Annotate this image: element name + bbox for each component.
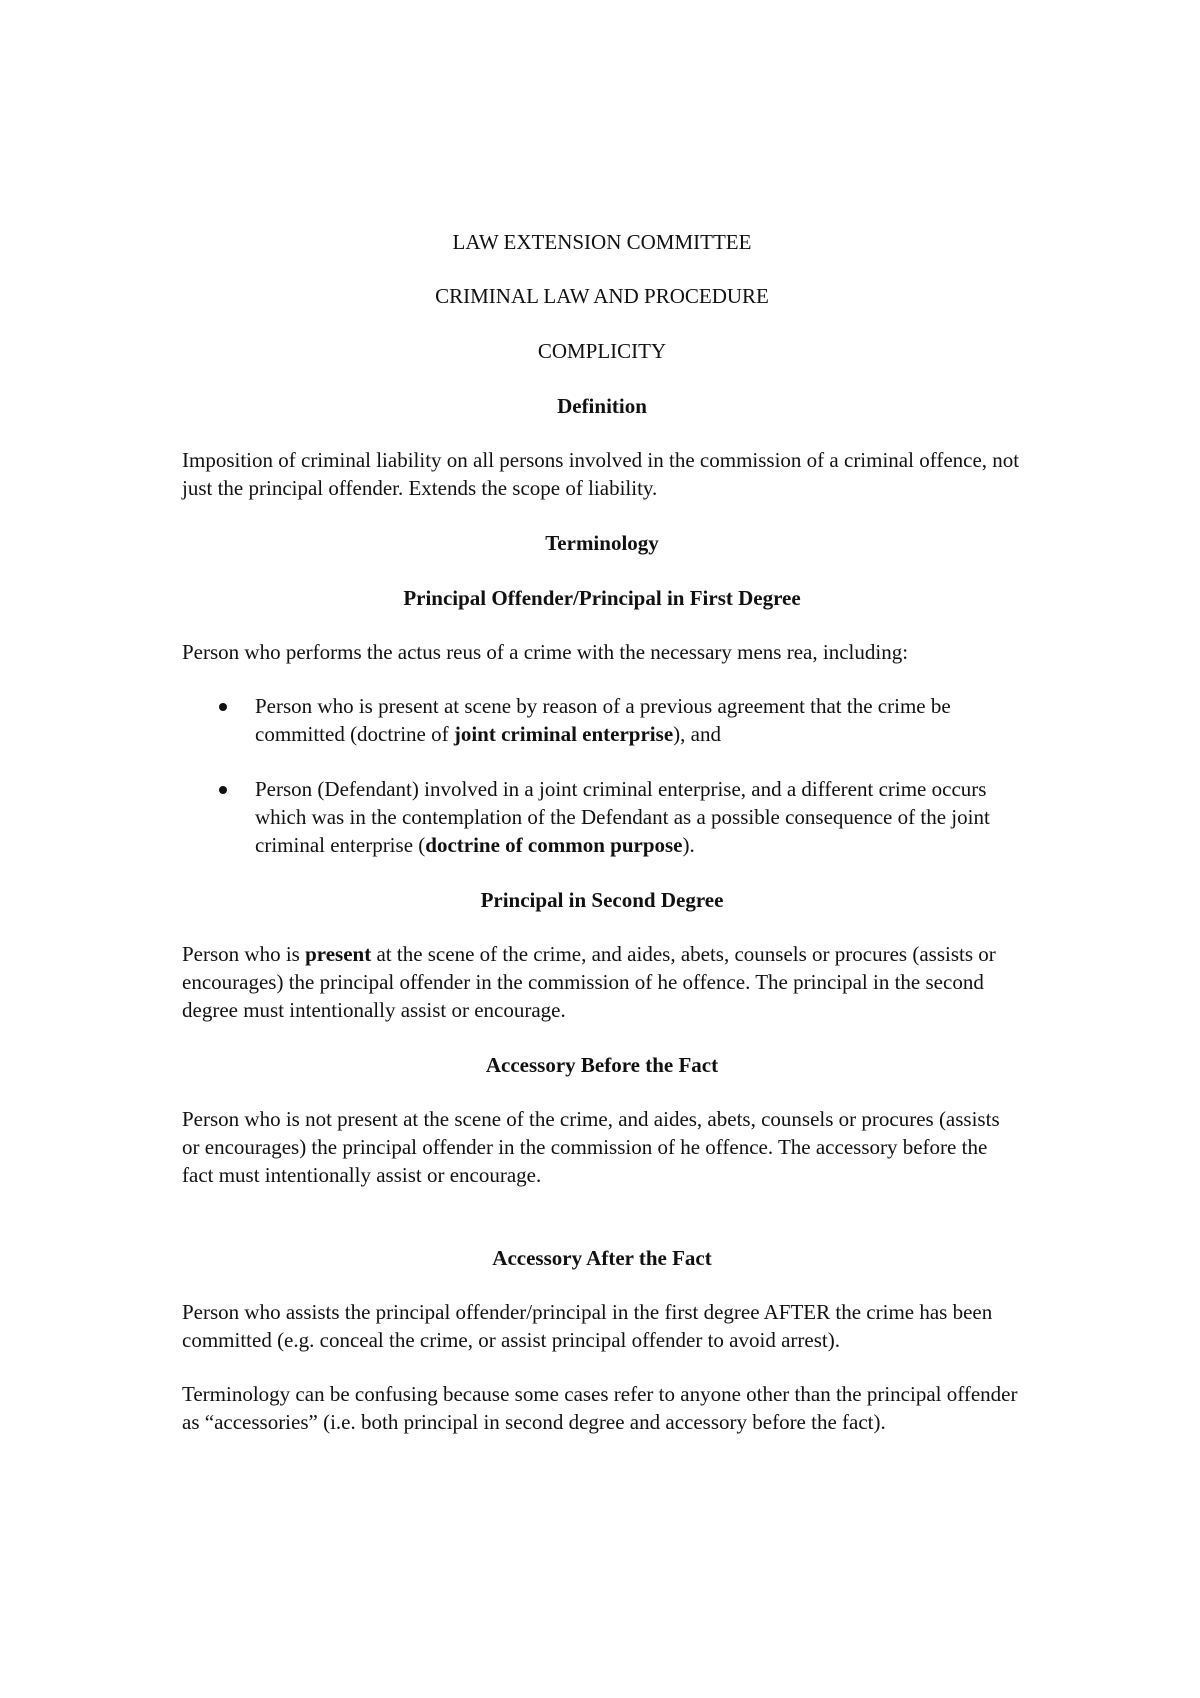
bullet-text-before: Person (Defendant) involved in a joint criminal enterprise, and a different crime occurs which was in the contemplation of the Defendant as a possible consequence of the joint criminal enterprise ( (255, 777, 990, 857)
terminology-note: Terminology can be confusing because some cases refer to anyone other than the principal offender as “accessories” (i.e. both principal in second degree and accessory before the fact). (182, 1382, 1018, 1434)
accessory-before-text: Person who is not present at the scene of the crime, and aides, abets, counsels or procures (assists or encourages) the principal offender in the commission of he offence. The accessory before the fact must intentionally assist or encourage. (182, 1107, 1000, 1187)
terminology-heading: Terminology (545, 531, 659, 555)
list-item (182, 775, 1022, 859)
definition-heading: Definition (557, 394, 647, 418)
principal-second-bold-term: present (305, 942, 372, 966)
principal-second-heading: Principal in Second Degree (480, 888, 724, 912)
principal-second-text-before: Person who is (182, 942, 306, 966)
bullet-bold-term: joint criminal enterprise (453, 722, 674, 746)
principal-first-intro: Person who performs the actus reus of a crime with the necessary mens rea, including: (182, 640, 909, 664)
definition-text: Imposition of criminal liability on all persons involved in the commission of a criminal offence, not just the principal offender. Extends the scope of liability. (182, 448, 1020, 500)
document-page (182, 228, 1022, 1436)
principal-first-heading: Principal Offender/Principal in First Degree (403, 586, 801, 610)
principal-second-text-after: at the scene of the crime, and aides, abets, counsels or procures (assists or encourages) the principal offender in the commission of he offence. The principal in the second degree must intentionally assist or encourage. (182, 942, 996, 1022)
org-title: LAW EXTENSION COMMITTEE (452, 230, 752, 254)
bullet-text-after: ), and (673, 722, 721, 746)
accessory-before-heading: Accessory Before the Fact (485, 1053, 719, 1077)
course-title: CRIMINAL LAW AND PROCEDURE (435, 284, 769, 308)
accessory-after-text: Person who assists the principal offender/principal in the first degree AFTER the crime has been committed (e.g. conceal the crime, or assist principal offender to avoid arrest). (182, 1300, 993, 1352)
bullet-text-after: ). (682, 833, 695, 857)
list-item (182, 692, 1022, 748)
principal-second-text (182, 940, 1022, 1024)
principal-first-list (182, 692, 1022, 859)
topic-title: COMPLICITY (537, 339, 667, 363)
bullet-icon (219, 786, 227, 794)
bullet-icon (219, 703, 227, 711)
bullet-text-before: Person who is present at scene by reason of a previous agreement that the crime be committed (doctrine of (255, 694, 951, 746)
accessory-after-heading: Accessory After the Fact (492, 1246, 712, 1270)
bullet-bold-term: doctrine of common purpose (425, 833, 683, 857)
